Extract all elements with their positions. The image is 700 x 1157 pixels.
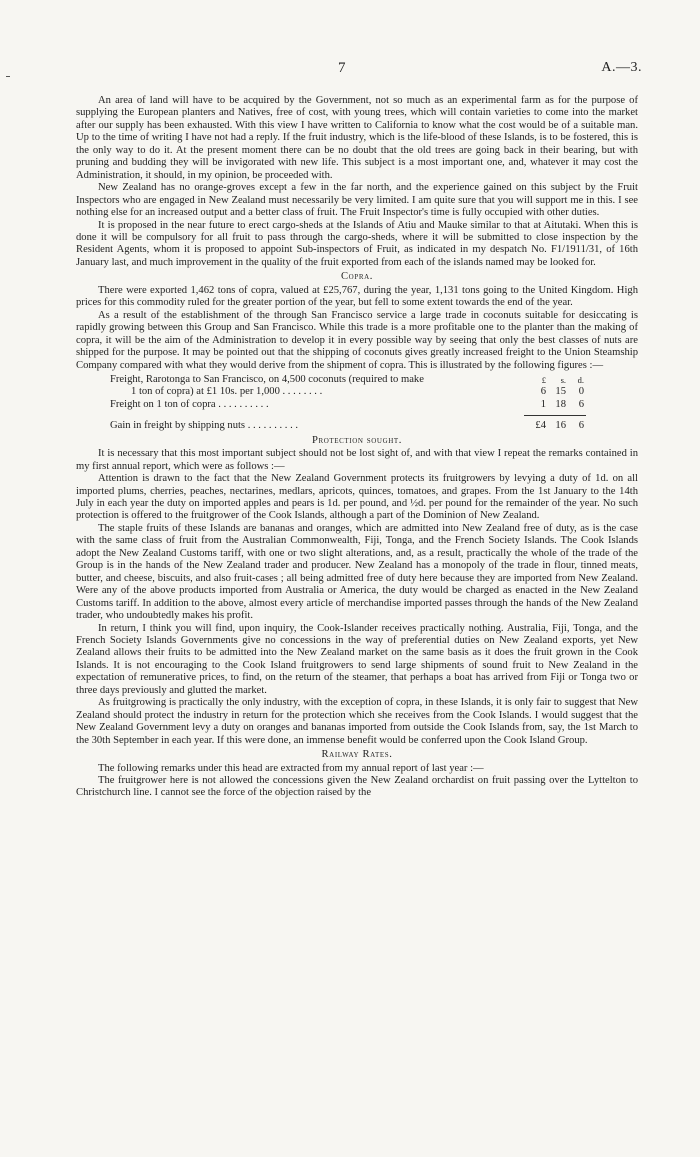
paragraph: Attention is drawn to the fact that the New Zealand Government protects its fruitgrowers by levying a duty of 1d. on all imported plums, cherries, peaches, nectarines, medlars, apricots, quinces, tomatoes, and grapes. From the 1st January to the 14th July in each year the duty on imported apples and pears is 1d. per pound, and ½d. per pound for the remainder of the year. No such protection is offered to the fruitgrower of the Cook Islands, although a part of the Dominion of New Zealand.	[76, 473, 638, 522]
section-heading-copra: Copra.	[341, 271, 373, 283]
figure-row	[76, 374, 638, 386]
figure-row	[76, 386, 638, 398]
paragraph: In return, I think you will find, upon inquiry, the Cook-Islander receives practically nothing. Australia, Fiji, Tonga, and the French Society Islands Governments give no concessions in the way of preferential duties on New Zealand exports, yet New Zealand allows their fruits to be admitted into the New Zealand market on the same basis as it does the fruit grown in the Cook Islands. It is not encouraging to the Cook Island fruitgrowers to send large shipments of sound fruit to New Zealand in the expectation of remunerative prices, to find, on the return of the steamer, that perhaps a boat has arrived from Fiji or Tonga two or three days previously and glutted the market.	[76, 622, 638, 696]
figure-description: 1 ton of copra) at £1 10s. per 1,000 . . . . . . . .	[131, 386, 323, 398]
amount-shillings: 15	[555, 386, 566, 398]
amount-pence: 0	[578, 386, 584, 398]
sum-rule	[76, 411, 638, 420]
paragraph: As fruitgrowing is practically the only industry, with the exception of copra, in these Islands, it is only fair to suggest that New Zealand should protect the industry in return for the protection which she receives from the Cook Islands. I would suggest that the New Zealand Government levy a duty on oranges and bananas imported from outside the Cook Islands from, say, the 1st March to the 30th September in each year. If this were done, an immense benefit would be conferred upon the Cook Island Group.	[76, 697, 638, 746]
paragraph: An area of land will have to be acquired by the Government, not so much as an experimental farm as for the purpose of supplying the European planters and Natives, free of cost, with young trees, which will contain varieties to come into the market after our supply has been exhausted. With this view I have written to California to know what the cost would be of a suitable man. Up to the time of writing I have not had a reply. If the fruit industry, which is the life-blood of these Islands, is to be fostered, this is the only way to do it. At the present moment there can be no doubt that the old trees are going back in their bearing, but with pruning and budding they will be invigorated with new life. This subject is a most important one, and, whatever it may cost the Administration, it should, in my opinion, be proceeded with.	[76, 95, 638, 181]
amount-pounds: 6	[540, 386, 546, 398]
paragraph: It is proposed in the near future to erect cargo-sheds at the Islands of Atiu and Mauke similar to that at Aitutaki. When this is done it will be compulsory for all fruit to pass through the cargo-sheds, where it will be submitted to close inspection by the Resident Agents, whom it is proposed to appoint Sub-inspectors of Fruit, as indicated in my despatch No. F1/1911/31, of 16th January last, and much improvement in the quality of the fruit exported from each of the islands named may be looked for.	[76, 219, 638, 268]
amount-shillings: 16	[555, 420, 566, 432]
section-heading-railway: Railway Rates.	[321, 749, 393, 761]
currency-shillings-header: s.	[560, 374, 566, 385]
paragraph: It is necessary that this most important subject should not be lost sight of, and with that view I repeat the remarks contained in my first annual report, which were as follows :—	[76, 448, 638, 472]
figure-row	[76, 399, 638, 411]
body-text	[76, 95, 638, 800]
amount-pounds: £4	[535, 420, 546, 432]
page-header	[0, 60, 700, 80]
paragraph: The staple fruits of these Islands are bananas and oranges, which are admitted into New Zealand free of duty, as is the case with the same class of fruit from the Australian Commonwealth, Fiji, Tonga, and the French Society Islands. The Cook Islands adopt the New Zealand Customs tariff, with one or two slight alterations, and, as a result, practically the whole of the trade of the Group is in the hands of the New Zealand trader and producer. New Zealand has a monopoly of the trade in flour, tinned meats, butter, and cheese, biscuits, and also fruit-cases ; all being admitted free of duty here because they are imported from New Zealand. Were any of the above products imported from Australia or America, the duty would be charged as enacted in the New Zealand Customs tariff. In addition to the above, almost every article of merchandise imported passes through the hands of the New Zealand trader, who undoubtedly makes his profit.	[76, 522, 638, 622]
paragraph: New Zealand has no orange-groves except a few in the far north, and the experience gained on this subject by the Fruit Inspectors who are engaged in New Zealand must necessarily be very limited. I am quite sure that you will support me in this. I see nothing else for an increased output and a better class of fruit. The Fruit Inspector's time is fully occupied with other duties.	[76, 182, 638, 219]
paragraph: There were exported 1,462 tons of copra, valued at £25,767, during the year, 1,131 tons going to the United Kingdom. High prices for this commodity ruled for the greater portion of the year, but fell to some extent towards the end of the year.	[76, 284, 638, 309]
figure-row-total	[76, 420, 638, 432]
figure-description: Freight on 1 ton of copra . . . . . . . . . .	[110, 398, 269, 410]
amount-pence: 6	[578, 398, 584, 410]
paragraph: As a result of the establishment of the through San Francisco service a large trade in coconuts suitable for desiccating is rapidly growing between this Group and San Francisco. While this trade is a more profitable one to the planter than the making of copra, it will be the aim of the Administration to develop it in every possible way by seeing that only the best classes of nuts are shipped for the purpose. It may be pointed out that the shipping of coconuts gives greatly increased freight to the Union Steamship Company compared with what they would derive from the shipment of copra. This is illustrated by the following figures :—	[76, 309, 638, 371]
section-heading-protection: Protection sought.	[311, 434, 403, 446]
amount-pounds: 1	[540, 398, 546, 410]
figure-description: Gain in freight by shipping nuts . . . . . . . . . .	[110, 420, 299, 432]
figure-description: Freight, Rarotonga to San Francisco, on 4,500 coconuts (required to make	[110, 373, 424, 385]
freight-figures	[76, 374, 638, 433]
amount-pence: 6	[578, 420, 584, 432]
paragraph: The fruitgrower here is not allowed the concessions given the New Zealand orchardist on fruit passing over the Lyttelton to Christchurch line. I cannot see the force of the objection raised by the	[76, 774, 638, 799]
page-number: 7	[338, 60, 346, 76]
currency-pence-header: d.	[577, 374, 584, 385]
currency-pounds-header: £	[541, 374, 546, 385]
document-reference: A.—3.	[601, 60, 642, 75]
amount-shillings: 18	[555, 398, 566, 410]
paragraph: The following remarks under this head are extracted from my annual report of last year :—	[98, 762, 484, 774]
